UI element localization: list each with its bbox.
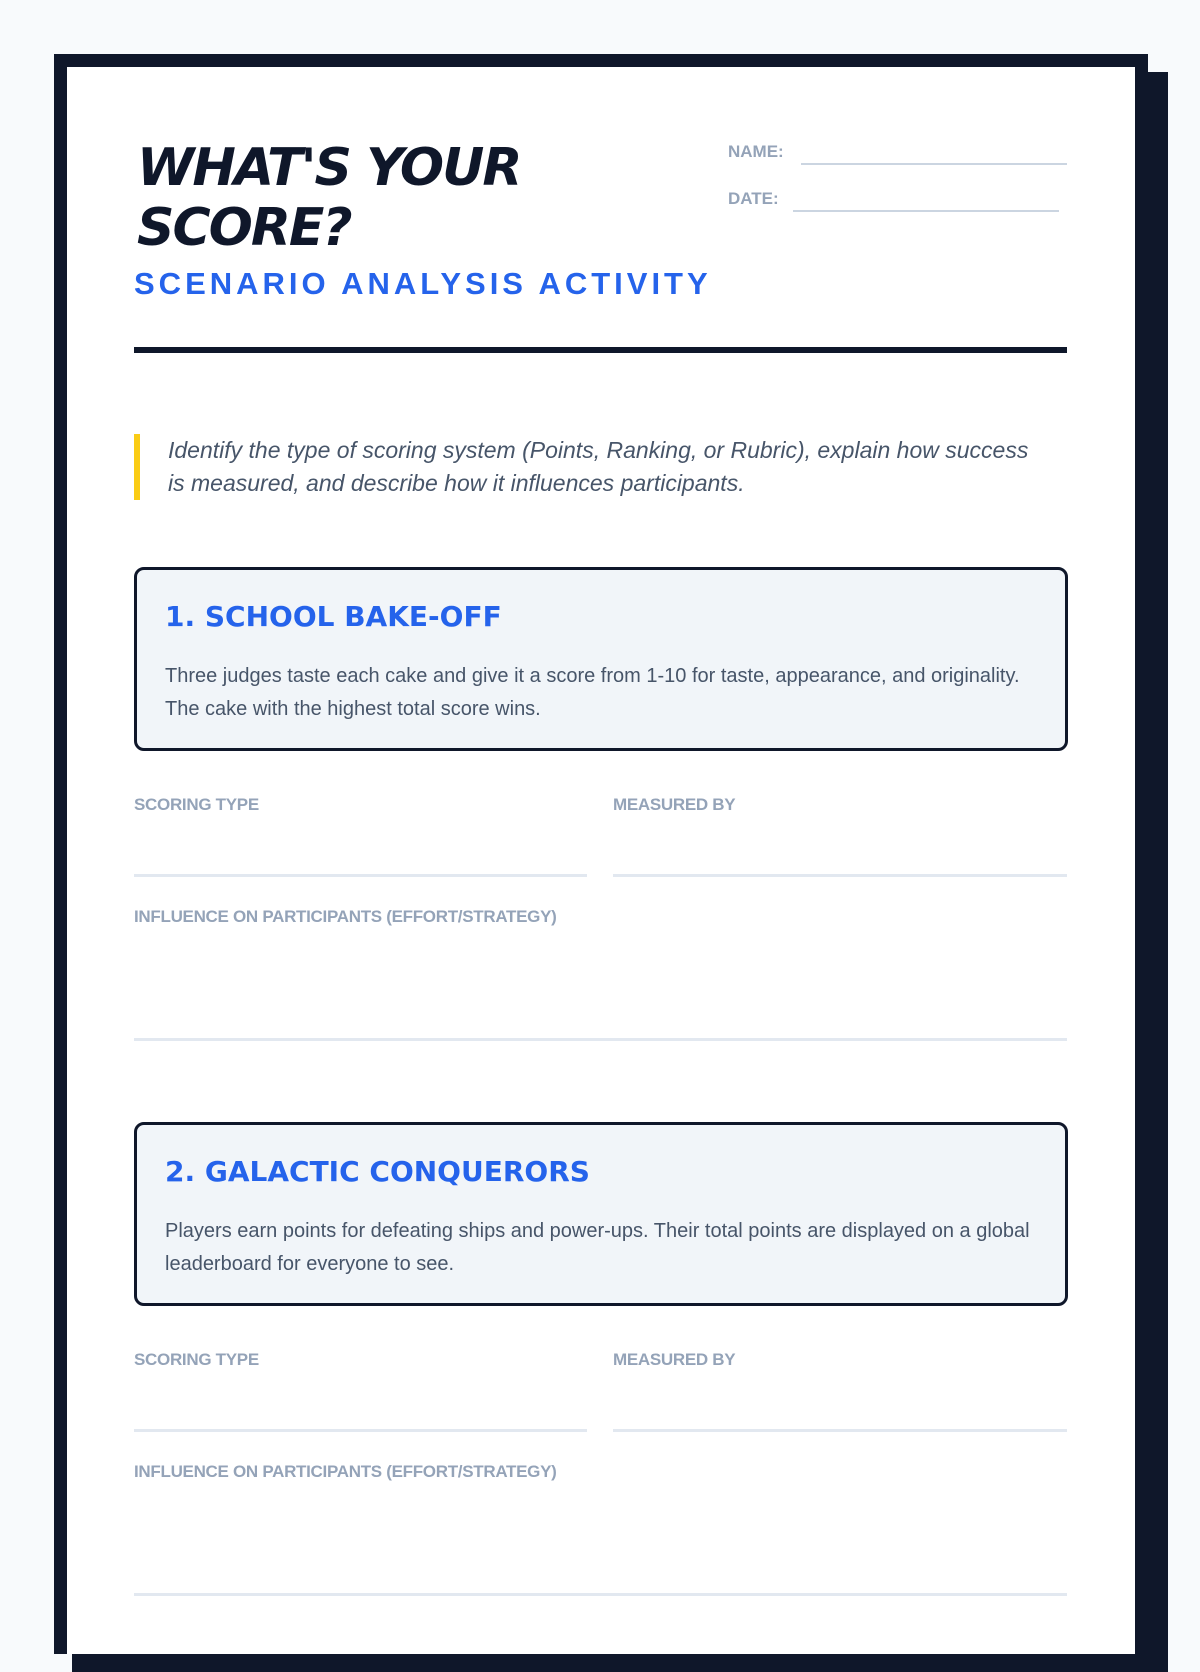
influence-answer[interactable]	[134, 1038, 1067, 1041]
date-field[interactable]	[793, 210, 1059, 212]
measured-by-label: MEASURED BY	[613, 795, 736, 814]
scoring-type-answer[interactable]	[134, 874, 587, 877]
measured-by-answer[interactable]	[613, 874, 1067, 877]
header-divider	[134, 347, 1067, 353]
scenario-description: Players earn points for defeating ships and power-ups. Their total points are displayed on a global leaderboard for everyone to see.	[165, 1220, 1030, 1275]
date-label: DATE:	[728, 189, 779, 208]
scenario-title: 1. SCHOOL BAKE-OFF	[165, 600, 502, 633]
instructions-text: Identify the type of scoring system (Points, Ranking, or Rubric), explain how success is measured, and describe how it influences participants.	[168, 437, 1029, 496]
name-field[interactable]	[801, 163, 1067, 165]
scenario-card-bake-off	[134, 567, 1068, 751]
influence-label: INFLUENCE ON PARTICIPANTS (EFFORT/STRATEGY)	[134, 907, 557, 926]
scoring-type-answer[interactable]	[134, 1429, 587, 1432]
measured-by-answer[interactable]	[613, 1429, 1067, 1432]
scenario-description: Three judges taste each cake and give it a score from 1-10 for taste, appearance, and originality. The cake with the highest total score wins.	[165, 665, 1020, 720]
scenario-title: 2. GALACTIC CONQUERORS	[165, 1155, 590, 1188]
name-label: NAME:	[728, 142, 784, 161]
scoring-type-label: SCORING TYPE	[134, 795, 259, 814]
influence-answer[interactable]	[134, 1593, 1067, 1596]
scoring-type-label: SCORING TYPE	[134, 1350, 259, 1369]
measured-by-label: MEASURED BY	[613, 1350, 736, 1369]
worksheet-title: WHAT'S YOUR SCORE?	[137, 138, 521, 258]
influence-label: INFLUENCE ON PARTICIPANTS (EFFORT/STRATEGY)	[134, 1462, 557, 1481]
scenario-card-galactic-conquerors	[134, 1122, 1068, 1306]
worksheet-subtitle: SCENARIO ANALYSIS ACTIVITY	[134, 266, 712, 301]
instructions-accent-bar	[134, 434, 140, 500]
